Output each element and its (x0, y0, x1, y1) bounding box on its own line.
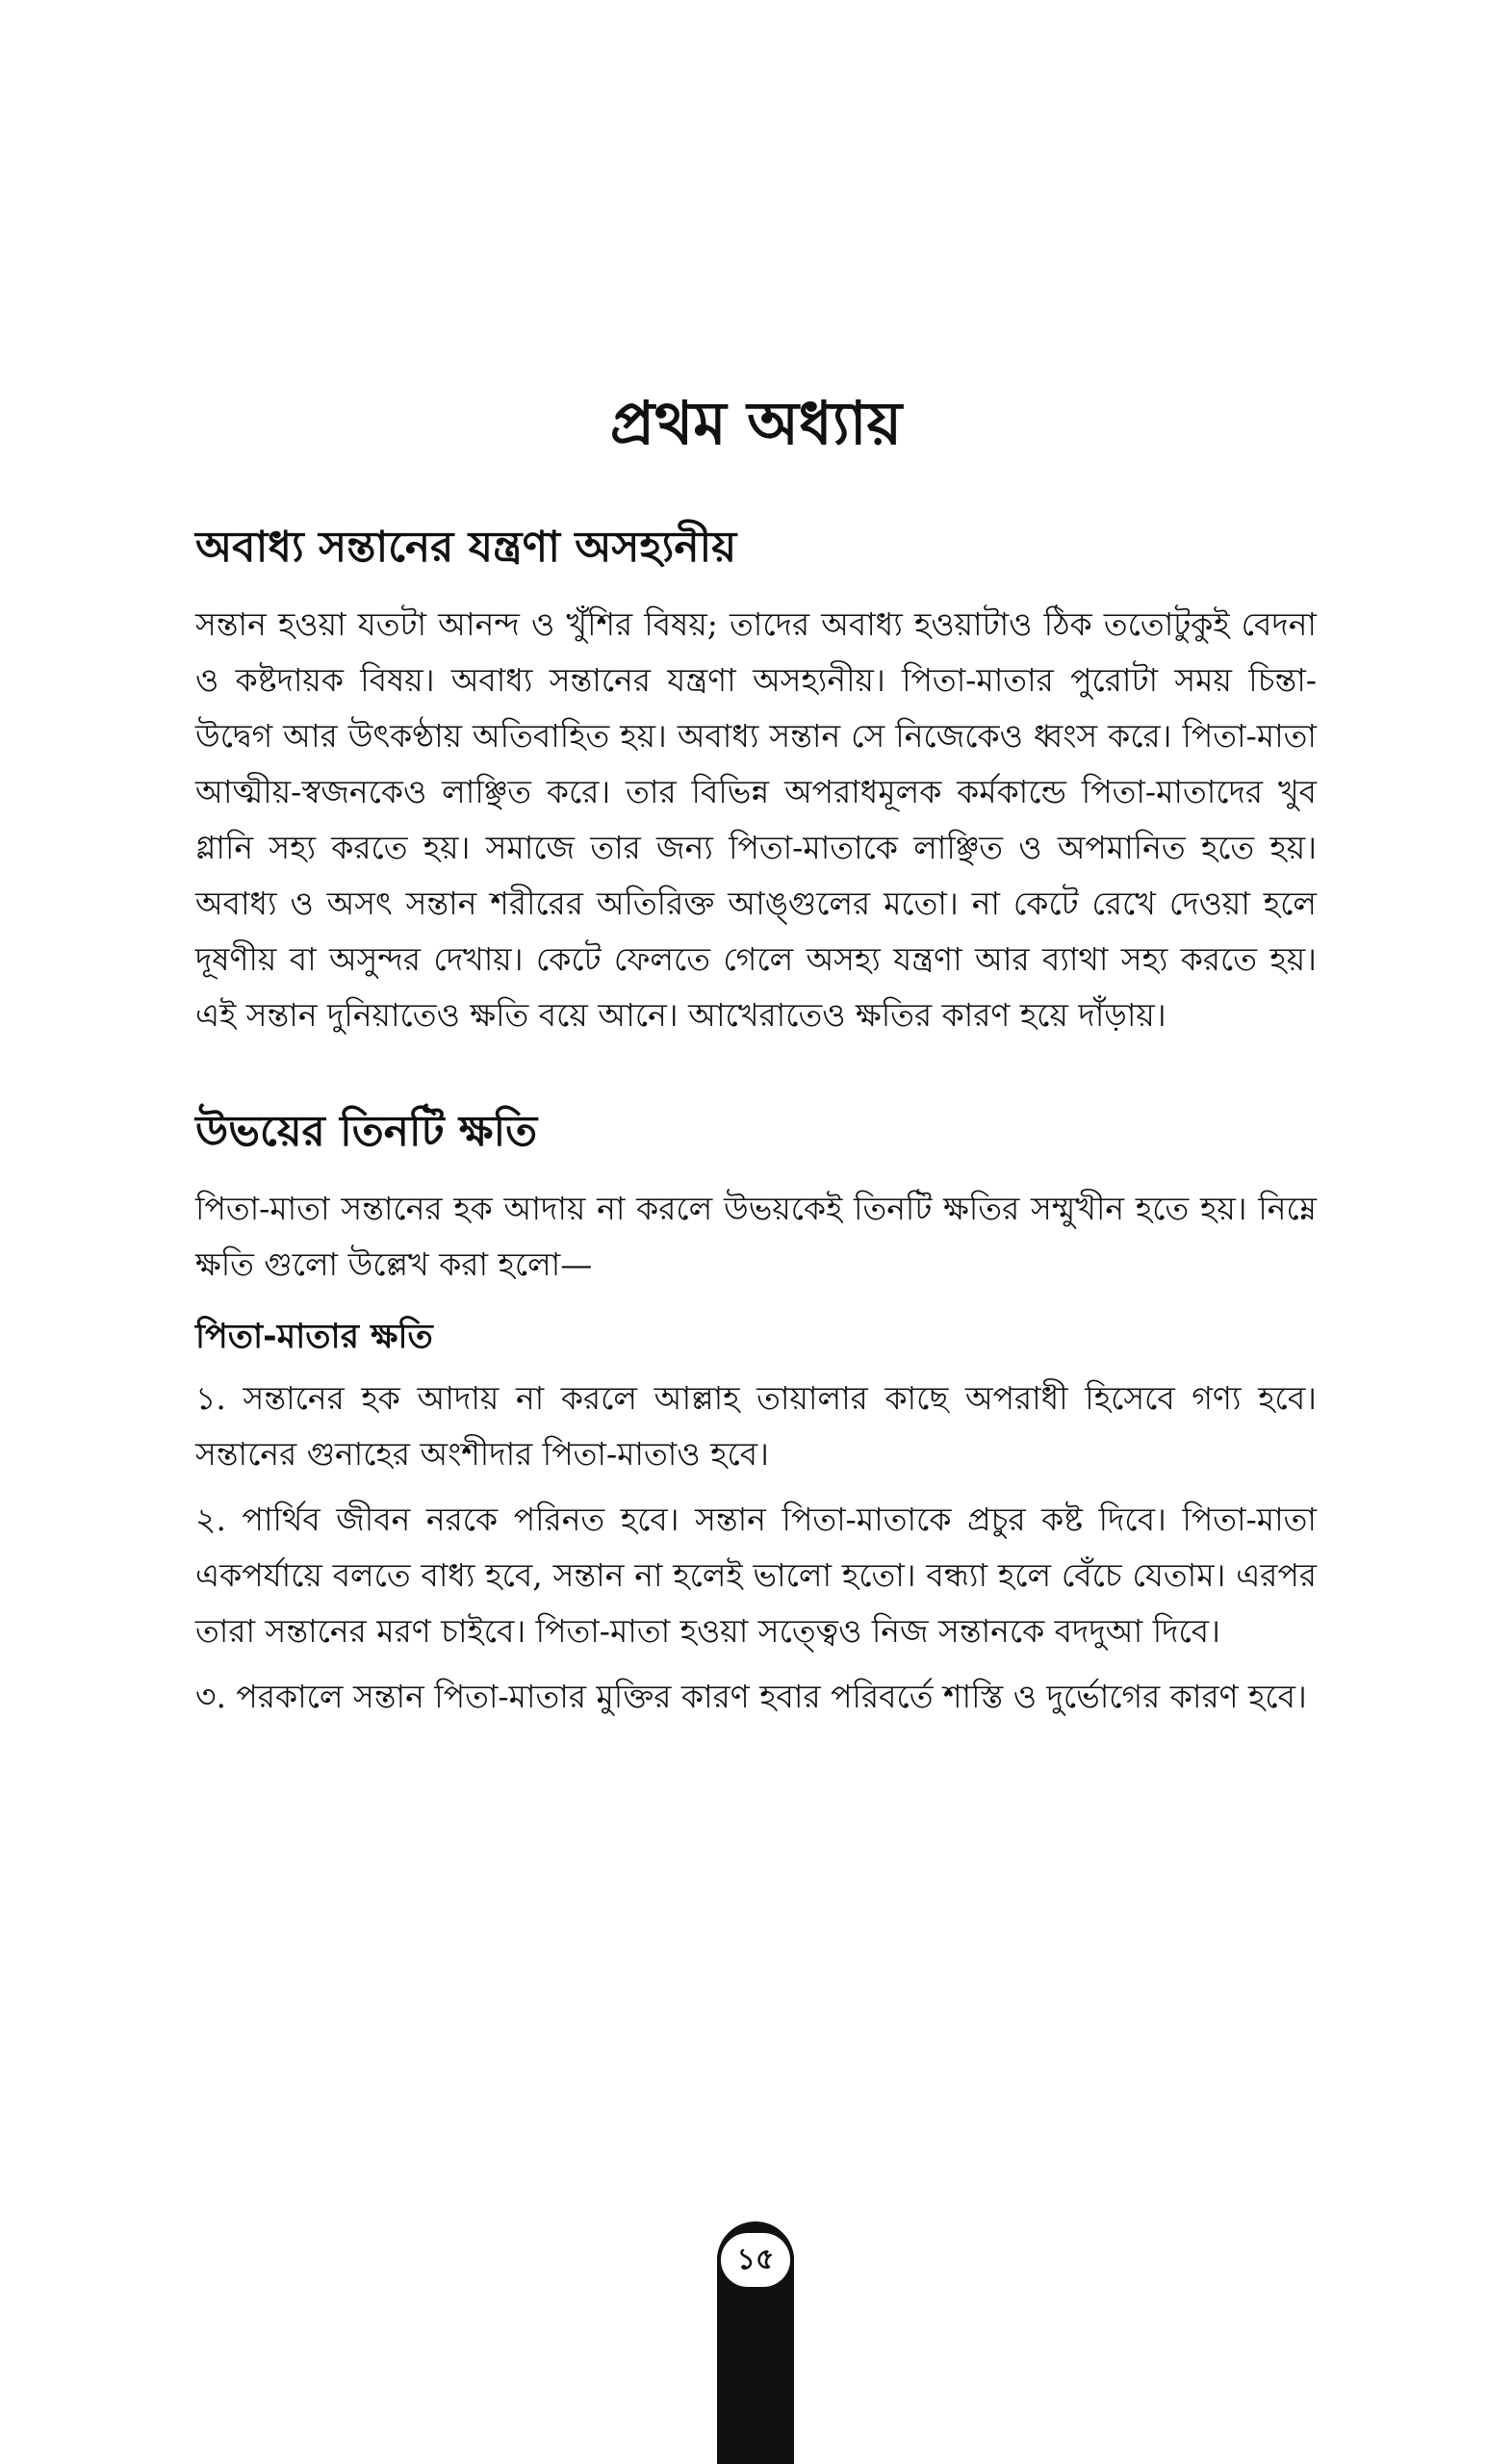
list-item: ১. সন্তানের হক আদায় না করলে আল্লাহ তায়ালার কাছে অপরাধী হিসেবে গণ্য হবে। সন্তানের গুনাহের অংশীদার পিতা-মাতাও হবে। (195, 1379, 1317, 1474)
page-content (195, 385, 1317, 1725)
section-heading-disobedient-child: অবাধ্য সন্তানের যন্ত্রণা অসহ্যনীয় (195, 522, 737, 572)
page-number: ১৫ (717, 2229, 794, 2291)
subheading-parents-loss: পিতা-মাতার ক্ষতি (195, 1318, 433, 1357)
list-item: ২. পার্থিব জীবন নরকে পরিনত হবে। সন্তান পিতা-মাতাকে প্রচুর কষ্ট দিবে। পিতা-মাতা একপর্যায়ে বলতে বাধ্য হবে, সন্তান না হলেই ভালো হতো। বন্ধ্যা হলে বেঁচে যেতাম। এরপর তারা সন্তানের মরণ চাইবে। পিতা-মাতা হওয়া সত্ত্বেও নিজ সন্তানকে বদদুআ দিবে। (195, 1501, 1317, 1651)
section-heading-three-losses: উভয়ের তিনটি ক্ষতি (195, 1106, 538, 1156)
page-number-tab (717, 2221, 794, 2464)
chapter-title: প্রথম অধ্যায় (609, 388, 903, 458)
section-paragraph-three-losses: পিতা-মাতা সন্তানের হক আদায় না করলে উভয়কেই তিনটি ক্ষতির সম্মুখীন হতে হয়। নিম্নে ক্ষতি গুলো উল্লেখ করা হলো— (195, 1190, 1317, 1284)
list-item: ৩. পরকালে সন্তান পিতা-মাতার মুক্তির কারণ হবার পরিবর্তে শাস্তি ও দুর্ভোগের কারণ হবে। (195, 1678, 1307, 1716)
section-paragraph-disobedient-child: সন্তান হওয়া যতটা আনন্দ ও খুঁশির বিষয়; তাদের অবাধ্য হওয়াটাও ঠিক ততোটুকুই বেদনা ও কষ্টদায়ক বিষয়। অবাধ্য সন্তানের যন্ত্রণা অসহ্যনীয়। পিতা-মাতার পুরোটা সময় চিন্তা-উদ্বেগ আর উৎকণ্ঠায় অতিবাহিত হয়। অবাধ্য সন্তান সে নিজেকেও ধ্বংস করে। পিতা-মাতা আত্মীয়-স্বজনকেও লাঞ্ছিত করে। তার বিভিন্ন অপরাধমূলক কর্মকান্ডে পিতা-মাতাদের খুব গ্লানি সহ্য করতে হয়। সমাজে তার জন্য পিতা-মাতাকে লাঞ্ছিত ও অপমানিত হতে হয়। অবাধ্য ও অসৎ সন্তান শরীরের অতিরিক্ত আঙ্গুলের মতো। না কেটে রেখে দেওয়া হলে দূষণীয় বা অসুন্দর দেখায়। কেটে ফেলতে গেলে অসহ্য যন্ত্রণা আর ব্যাথা সহ্য করতে হয়। এই সন্তান দুনিয়াতেও ক্ষতি বয়ে আনে। আখেরাতেও ক্ষতির কারণ হয়ে দাঁড়ায়। (195, 604, 1317, 1034)
